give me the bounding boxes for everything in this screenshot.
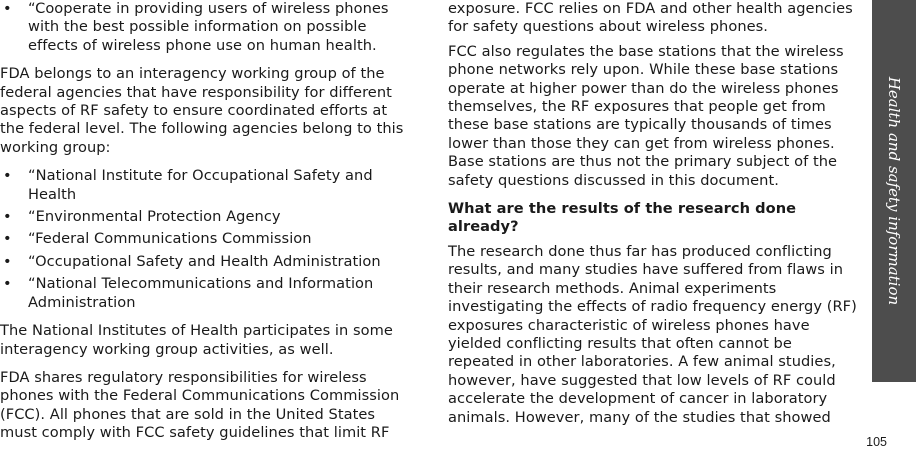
paragraph-base-stations: FCC also regulates the base stations that the wireless phone networks rely upon. While these base stations operate at higher power than do the wireless phones themselves, the RF exposures that people get from these base stations are typically thousands of times lower than those they can get from wireless phones. Base stations are thus not the primary subject of the safety questions discussed in this document. [448, 42, 844, 189]
section-heading: What are the results of the research done already? [448, 200, 797, 236]
agency-list-item [0, 230, 410, 248]
side-tab-label: Health and safety information [885, 76, 903, 306]
agency-list-item [0, 208, 410, 226]
agency-list [0, 167, 410, 312]
paragraph-fda-working-group: FDA belongs to an interagency working group of the federal agencies that have responsibility for different aspects of RF safety to ensure coordinated efforts at the federal level. The following agencies belong to this working group: [0, 65, 404, 156]
agency-name: “National Telecommunications and Information Administration [28, 275, 374, 311]
agency-list-item [0, 167, 410, 204]
agency-name: “Occupational Safety and Health Administration [28, 252, 381, 270]
paragraph-continuation: exposure. FCC relies on FDA and other health agencies for safety questions about wireless phones. [448, 0, 853, 36]
paragraph-research: The research done thus far has produced conflicting results, and many studies have suffered from flaws in their research methods. Animal experiments investigating the effects of radio frequency energy (RF) exposures characteristic of wireless phones have yielded conflicting results that often cannot be repeated in other laboratories. A few animal studies, however, have suggested that low levels of RF could accelerate the development of cancer in laboratory animals. However, many of the studies that showed [448, 242, 857, 426]
agency-list-item [0, 253, 410, 271]
bullet-marker: • [3, 230, 12, 248]
agency-name: “National Institute for Occupational Safety and Health [28, 167, 373, 203]
page-number: 105 [866, 435, 887, 449]
agency-name: “Environmental Protection Agency [28, 208, 281, 226]
paragraph-fcc: FDA shares regulatory responsibilities for wireless phones with the Federal Communications Commission (FCC). All phones that are sold in the United States must comply with FCC safety guidelines that limit RF [0, 368, 400, 442]
right-column [448, 0, 858, 427]
paragraph-nih: The National Institutes of Health participates in some interagency working group activities, as well. [0, 322, 393, 358]
bullet-text: “Cooperate in providing users of wireless phones with the best possible information on possible effects of wireless phone use on human health. [28, 0, 389, 54]
agency-name: “Federal Communications Commission [28, 230, 312, 248]
bullet-marker: • [3, 167, 12, 185]
bullet-item [0, 0, 410, 55]
bullet-marker: • [3, 275, 12, 293]
left-column [0, 0, 410, 443]
bullet-marker: • [3, 252, 12, 270]
agency-list-item [0, 275, 410, 312]
bullet-marker: • [3, 208, 12, 226]
bullet-marker: • [3, 0, 12, 17]
